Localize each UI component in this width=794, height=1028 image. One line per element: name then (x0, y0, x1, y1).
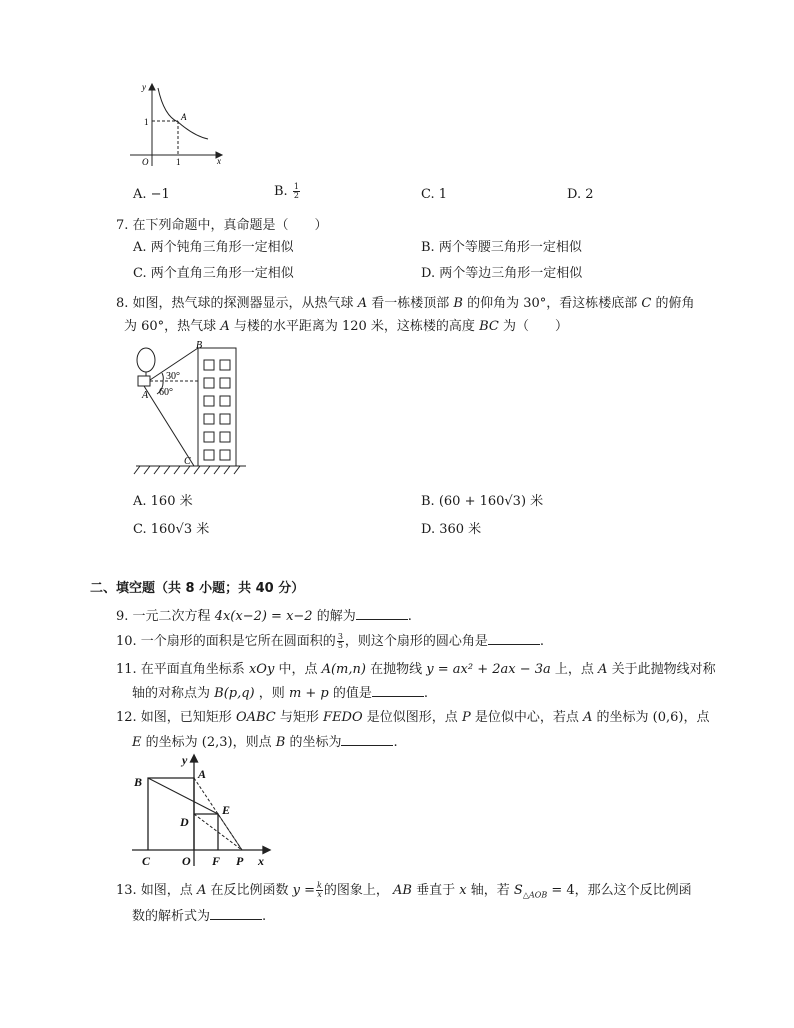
q8-fig-angle-30: 30° (166, 371, 180, 382)
q12-stem-line2 (132, 733, 398, 752)
q13-AB: AB (393, 883, 412, 898)
q8-fig-angle-60: 60° (159, 387, 173, 398)
q12-text-c: 是位似图形，点 (366, 710, 458, 725)
q8-option-c: C. 160√3 米 (133, 522, 210, 537)
q12-fig-A-label: A (198, 767, 207, 781)
q12-fig-O-label: O (182, 854, 191, 868)
q13-text-d: 垂直于 (416, 883, 456, 898)
q13-text-f: = 4，那么这个反比例函 (551, 883, 692, 898)
q10-stem (116, 632, 544, 651)
q8-fig-A-label: A (142, 390, 149, 401)
q7-option-d: D. 两个等边三角形一定相似 (421, 266, 583, 281)
q13-stem-line2 (132, 907, 266, 926)
q13-y-equals: y = (292, 883, 316, 898)
q13-stem-line1 (116, 882, 692, 905)
q10-end: . (539, 634, 545, 649)
q6-option-b-fraction (293, 183, 300, 200)
q12-fig-E-label: E (222, 803, 231, 817)
q13-end: . (262, 909, 267, 924)
q6-origin-label: O (142, 157, 149, 167)
q11-text-2a: 轴的对称点为 (132, 686, 211, 701)
q13-text-a: 13. 如图，点 (116, 883, 193, 898)
q7-stem: 7. 在下列命题中，真命题是（ ） (116, 218, 328, 233)
q12-rectangles-figure (128, 752, 276, 870)
q9-stem (116, 607, 412, 626)
q13-A: A (196, 883, 207, 898)
q8-var-A: A (357, 296, 368, 311)
q11-Amn: A(m,n) (321, 662, 366, 677)
q8-balloon-building-figure (128, 338, 248, 480)
q8-option-b: B. (60 + 160√3) 米 (421, 494, 544, 509)
q13-text-b: 在反比例函数 (210, 883, 289, 898)
q11-text-c: 在抛物线 (370, 662, 423, 677)
q6-graph-figure (122, 78, 234, 168)
q12-fig-P-label: P (236, 854, 244, 868)
q11-answer-blank[interactable] (372, 684, 424, 697)
q13-den: x (317, 890, 322, 899)
q8-fig-B-label: B (196, 340, 203, 351)
q12-text-2b: 的坐标为 (289, 735, 342, 750)
q7-option-a: A. 两个钝角三角形一定相似 (133, 240, 294, 255)
q7-option-c: C. 两个直角三角形一定相似 (133, 266, 294, 281)
q12-fig-y-label: y (182, 753, 188, 767)
q12-fig-B-label: B (134, 775, 143, 789)
q13-num: k (317, 881, 322, 890)
q11-text-2b: ，则 (258, 686, 285, 701)
q12-text-d: 是位似中心，若点 (474, 710, 579, 725)
q8-text-1d: 的俯角 (655, 296, 695, 311)
q6-tick-y-label: 1 (144, 117, 149, 127)
q11-end: . (423, 686, 429, 701)
q12-stem-line1 (116, 709, 709, 727)
q12-OABC: OABC (235, 710, 276, 725)
q8-option-a: A. 160 米 (133, 494, 193, 509)
q12-P: P (461, 710, 471, 725)
q8-var-BC: BC (479, 319, 499, 334)
q13-S: S (513, 883, 523, 898)
q12-text-e: 的坐标为 (0,6)，点 (596, 710, 710, 725)
q11-stem-line2 (132, 684, 428, 703)
q6-option-a: A. −1 (133, 187, 170, 202)
q6-option-b (274, 183, 301, 201)
q12-fig-F-label: F (212, 854, 221, 868)
q6-option-d: D. 2 (567, 187, 594, 202)
q12-A: A (582, 710, 593, 725)
q11-text-a: 11. 在平面直角坐标系 (116, 662, 245, 677)
q9-text-a: 9. 一元二次方程 (116, 609, 211, 624)
q6-x-axis-label: x (217, 156, 221, 166)
q9-text-b: 的解为 (316, 609, 356, 624)
q8-text-2c: 为（ ） (502, 319, 568, 334)
q9-end: . (407, 609, 412, 624)
q10-den: 5 (337, 641, 343, 650)
q11-text-2c: 的值是 (332, 686, 372, 701)
q11-Bpq: B(p,q) (214, 686, 255, 701)
q7-option-b: B. 两个等腰三角形一定相似 (421, 240, 582, 255)
q8-stem-line2 (124, 318, 568, 336)
q11-mp: m + p (288, 686, 329, 701)
q8-text-1b: 看一栋楼顶部 (371, 296, 450, 311)
q13-text-c: 的图象上， (323, 883, 389, 898)
q8-var-B: B (453, 296, 463, 311)
q6-option-b-num: 1 (293, 182, 299, 191)
q8-text-1c: 的仰角为 30°，看这栋楼底部 (467, 296, 638, 311)
section-2-title: 二、填空题（共 8 小题；共 40 分） (90, 581, 305, 596)
q13-x: x (459, 883, 467, 898)
q10-fraction (337, 633, 344, 650)
q8-fig-C-label: C (184, 456, 191, 467)
q9-answer-blank[interactable] (356, 607, 408, 620)
q11-stem-line1 (116, 661, 716, 679)
q8-stem-line1 (116, 295, 695, 313)
q13-S-subscript: △AOB (522, 890, 548, 900)
q13-answer-blank[interactable] (210, 907, 262, 920)
q11-text-d: 上，点 (554, 662, 594, 677)
q12-B: B (275, 735, 286, 750)
q8-text-2b: 与楼的水平距离为 120 米，这栋楼的高度 (233, 319, 475, 334)
q10-text-b: ，则这个扇形的圆心角是 (344, 634, 488, 649)
q12-end: . (393, 735, 398, 750)
q6-option-b-letter: B. (274, 184, 288, 199)
q6-y-axis-label: y (142, 82, 146, 92)
q12-fig-C-label: C (142, 854, 151, 868)
q8-option-d: D. 360 米 (421, 522, 482, 537)
q11-text-b: 中，点 (278, 662, 318, 677)
q10-num: 3 (337, 632, 343, 641)
q6-option-c: C. 1 (421, 187, 448, 202)
q8-text-2a: 为 60°，热气球 (124, 319, 217, 334)
q13-text-2: 数的解析式为 (132, 909, 211, 924)
q12-text-2a: 的坐标为 (2,3)，则点 (145, 735, 272, 750)
q9-equation: 4x(x−2) = x−2 (214, 609, 313, 624)
q13-fraction (316, 882, 323, 899)
q12-text-a: 12. 如图，已知矩形 (116, 710, 232, 725)
q13-text-e: 轴，若 (470, 883, 510, 898)
q11-text-e: 关于此抛物线对称 (611, 662, 716, 677)
q12-fig-x-label: x (258, 854, 264, 868)
q12-text-b: 与矩形 (279, 710, 319, 725)
q11-equation: y = ax² + 2ax − 3a (426, 662, 551, 677)
q11-xOy: xOy (248, 662, 275, 677)
q12-E: E (132, 735, 142, 750)
q6-option-b-den: 2 (293, 191, 299, 200)
q8-text-1a: 8. 如图，热气球的探测器显示，从热气球 (116, 296, 354, 311)
q11-A: A (598, 662, 608, 677)
q12-answer-blank[interactable] (341, 733, 393, 746)
q8-var-A2: A (220, 319, 230, 334)
q12-fig-D-label: D (180, 815, 189, 829)
q8-var-C: C (641, 296, 652, 311)
q6-point-A-label: A (181, 112, 187, 122)
q10-text-a: 10. 一个扇形的面积是它所在圆面积的 (116, 634, 336, 649)
q12-FEDO: FEDO (323, 710, 363, 725)
q10-answer-blank[interactable] (488, 632, 540, 645)
q6-tick-x-label: 1 (176, 157, 181, 167)
